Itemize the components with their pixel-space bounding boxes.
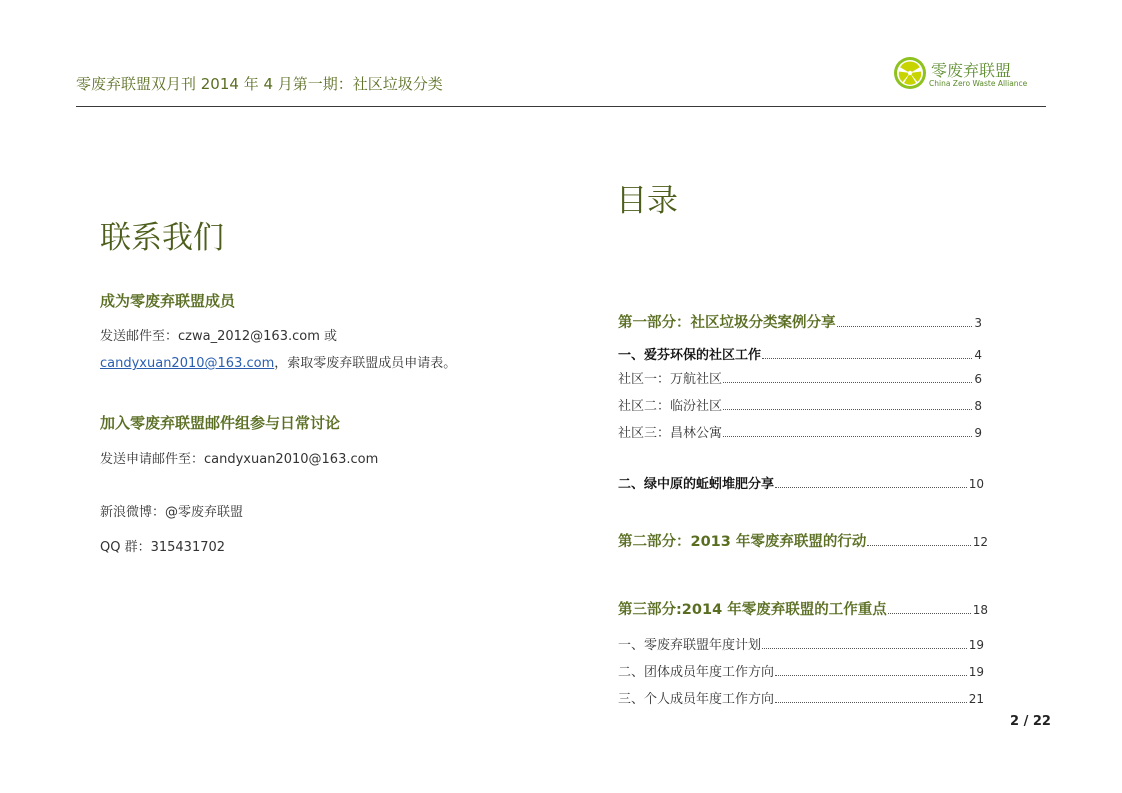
logo-text-en: China Zero Waste Alliance <box>929 79 1028 88</box>
header-title: 零废弃联盟双月刊 2014 年 4 月第一期：社区垃圾分类 <box>76 75 443 93</box>
toc-label: 社区三：昌林公寓 <box>618 426 723 441</box>
toc-page: 18 <box>972 603 988 617</box>
toc-leader <box>762 648 967 649</box>
toc-label: 二、团体成员年度工作方向 <box>618 665 775 680</box>
toc-label: 一、零废弃联盟年度计划 <box>618 638 762 653</box>
toc-leader <box>775 702 967 703</box>
toc-title: 目录 <box>616 183 678 219</box>
toc-page: 10 <box>968 477 984 491</box>
member-line1: 发送邮件至：czwa_2012@163.com 或 <box>100 329 337 344</box>
toc-entry[interactable] <box>618 634 984 653</box>
toc-page: 12 <box>972 535 988 549</box>
mail-group-heading: 加入零废弃联盟邮件组参与日常讨论 <box>100 414 341 432</box>
toc-entry[interactable] <box>618 422 982 441</box>
toc-label: 第一部分：社区垃圾分类案例分享 <box>618 315 836 331</box>
toc-entry[interactable] <box>618 598 988 619</box>
member-line2 <box>100 352 456 371</box>
toc-leader <box>723 436 972 437</box>
email-link[interactable]: candyxuan2010@163.com <box>100 356 275 371</box>
toc-label: 一、爱芬环保的社区工作 <box>618 348 762 363</box>
toc-entry[interactable] <box>618 395 982 414</box>
toc-label: 三、个人成员年度工作方向 <box>618 692 775 707</box>
toc-page: 9 <box>974 426 982 440</box>
toc-page: 4 <box>974 348 982 362</box>
weibo-line: 新浪微博：@零废弃联盟 <box>100 505 244 520</box>
toc-leader <box>723 409 972 410</box>
toc-page: 3 <box>974 316 982 330</box>
qq-line: QQ 群：315431702 <box>100 540 226 555</box>
toc-label: 二、绿中原的蚯蚓堆肥分享 <box>618 477 775 492</box>
member-heading: 成为零废弃联盟成员 <box>100 292 236 310</box>
toc-leader <box>888 613 971 614</box>
member-line2-suffix: ，索取零废弃联盟成员申请表。 <box>274 356 457 371</box>
lemon-slice-icon <box>893 56 927 90</box>
contact-title: 联系我们 <box>100 220 224 256</box>
toc-label: 社区一：万航社区 <box>618 372 723 387</box>
toc-label: 社区二：临汾社区 <box>618 399 723 414</box>
toc-page: 19 <box>968 638 984 652</box>
toc-page: 21 <box>968 692 984 706</box>
toc-page: 6 <box>974 372 982 386</box>
toc-entry[interactable] <box>618 661 984 680</box>
logo-text-cn: 零废弃联盟 <box>931 61 1012 80</box>
toc-label: 第二部分：2013 年零废弃联盟的行动 <box>618 534 867 550</box>
header-divider <box>76 106 1046 107</box>
toc-entry[interactable] <box>618 530 988 551</box>
logo <box>893 55 1033 91</box>
toc-page: 19 <box>968 665 984 679</box>
toc-leader <box>775 675 967 676</box>
toc-page: 8 <box>974 399 982 413</box>
toc-leader <box>762 358 972 359</box>
toc-entry[interactable] <box>618 473 984 492</box>
toc-entry[interactable] <box>618 368 982 387</box>
toc-entry[interactable] <box>618 311 982 332</box>
toc-leader <box>775 487 967 488</box>
toc-leader <box>867 545 970 546</box>
toc-label: 第三部分:2014 年零废弃联盟的工作重点 <box>618 602 887 618</box>
page-number: 2 / 22 <box>1010 714 1051 729</box>
toc-leader <box>837 326 973 327</box>
mail-group-line: 发送申请邮件至：candyxuan2010@163.com <box>100 452 379 467</box>
toc-entry[interactable] <box>618 688 984 707</box>
toc-entry[interactable] <box>618 344 982 363</box>
toc-leader <box>723 382 972 383</box>
